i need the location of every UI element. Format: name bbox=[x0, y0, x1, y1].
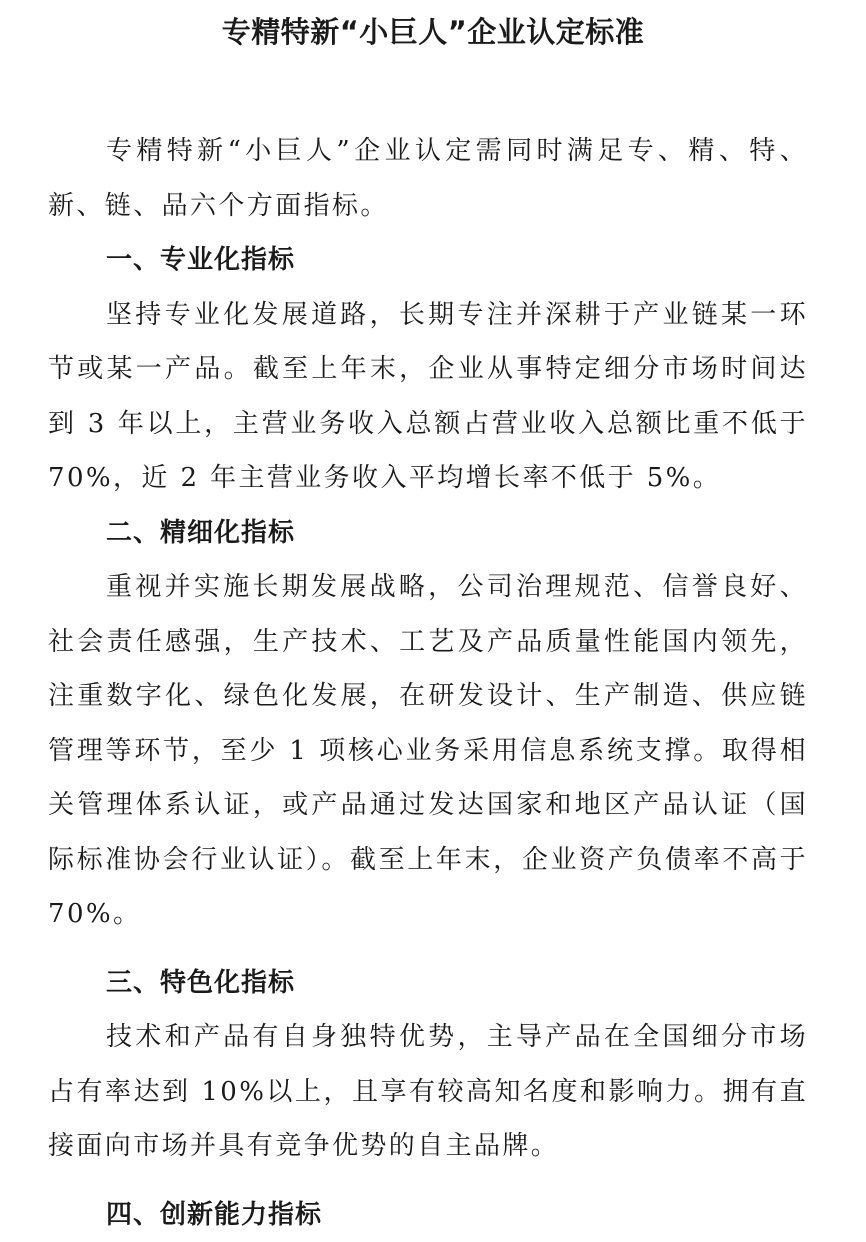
section-spacer bbox=[48, 942, 808, 956]
section-text-refinement: 重视并实施长期发展战略，公司治理规范、信誉良好、社会责任感强，生产技术、工艺及产品质量性能国内领先，注重数字化、绿色化发展，在研发设计、生产制造、供应链管理等环节，至少 1 项核心业务采用信息系统支撑。取得相关管理体系认证，或产品通过发达国家和地区产品认证（国际标准协会行业认证）。截至上年末，企业资产负债率不高于 70%。 bbox=[48, 560, 808, 942]
section-text-specialization: 坚持专业化发展道路，长期专注并深耕于产业链某一环节或某一产品。截至上年末，企业从事特定细分市场时间达到 3 年以上，主营业务收入总额占营业收入总额比重不低于 70%，近 2 年主营业务收入平均增长率不低于 5%。 bbox=[48, 288, 808, 506]
section-heading-specialization: 一、专业化指标 bbox=[48, 233, 808, 288]
intro-paragraph: 专精特新“小巨人”企业认定需同时满足专、精、特、新、链、品六个方面指标。 bbox=[48, 124, 808, 233]
section-text-distinctiveness: 技术和产品有自身独特优势，主导产品在全国细分市场占有率达到 10%以上，且享有较高知名度和影响力。拥有直接面向市场并具有竞争优势的自主品牌。 bbox=[48, 1010, 808, 1174]
section-heading-innovation: 四、创新能力指标 bbox=[48, 1188, 808, 1242]
section-heading-distinctiveness: 三、特色化指标 bbox=[48, 956, 808, 1011]
document-title: 专精特新“小巨人”企业认定标准 bbox=[0, 8, 866, 56]
section-heading-refinement: 二、精细化指标 bbox=[48, 506, 808, 561]
document-body bbox=[48, 124, 808, 1242]
section-spacer bbox=[48, 1174, 808, 1188]
